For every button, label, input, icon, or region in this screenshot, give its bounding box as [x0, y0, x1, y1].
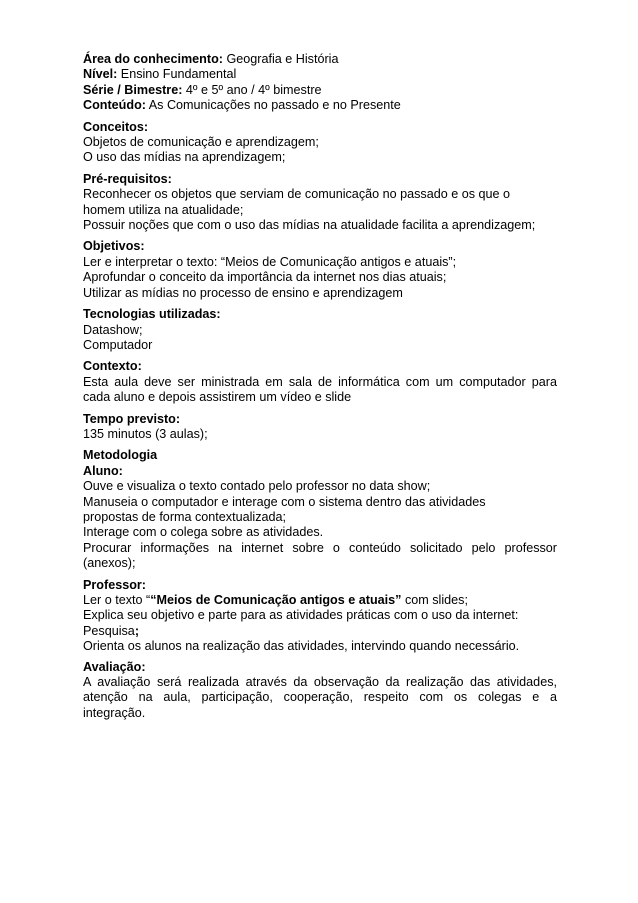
text-line: Utilizar as mídias no processo de ensino e aprendizagem	[83, 285, 403, 300]
section-title: Tempo previsto:	[83, 411, 181, 426]
subsection-title: Aluno:	[83, 463, 123, 478]
text-line: Ler e interpretar o texto: “Meios de Comunicação antigos e atuais”;	[83, 254, 457, 269]
text-line: homem utiliza na atualidade;	[83, 202, 244, 217]
conteudo-line: Conteúdo: As Comunicações no passado e no Presente	[83, 98, 401, 113]
text-line: Objetos de comunicação e aprendizagem;	[83, 135, 319, 150]
text-line: propostas de forma contextualizada;	[83, 509, 287, 524]
text-line: (anexos);	[83, 556, 136, 571]
section-professor	[83, 578, 557, 655]
text-line: Possuir noções que com o uso das mídias na atualidade facilita a aprendizagem;	[83, 218, 536, 233]
section-metodologia	[83, 448, 557, 571]
header-block	[83, 52, 557, 114]
text-line: Ler o texto ““Meios de Comunicação antigos e atuais” com slides;	[83, 593, 468, 607]
section-title: Objetivos:	[83, 239, 145, 254]
section-title: Professor:	[83, 577, 146, 592]
text-line: Computador	[83, 337, 153, 352]
text-line: Manuseia o computador e interage com o sistema dentro das atividades	[83, 494, 486, 509]
text-line: Ouve e visualiza o texto contado pelo professor no data show;	[83, 479, 431, 494]
text-line: Esta aula deve ser ministrada em sala de informática com um computador para	[83, 374, 557, 389]
section-title: Metodologia	[83, 448, 158, 463]
section-contexto	[83, 359, 557, 405]
text-line: O uso das mídias na aprendizagem;	[83, 150, 286, 165]
text-line: integração.	[83, 705, 146, 720]
text-line: 135 minutos (3 aulas);	[83, 426, 208, 441]
section-conceitos	[83, 120, 557, 166]
text-line: atenção na aula, participação, cooperação, respeito com os colegas e a	[83, 690, 557, 705]
text-line: Pesquisa;	[83, 623, 140, 638]
section-prerequisitos	[83, 172, 557, 234]
area-line: Área do conhecimento: Geografia e História	[83, 52, 339, 66]
nivel-line: Nível: Ensino Fundamental	[83, 67, 237, 82]
section-tempo	[83, 412, 557, 443]
section-title: Pré-requisitos:	[83, 171, 172, 186]
text-line: cada aluno e depois assistirem um vídeo e slide	[83, 390, 352, 405]
serie-line: Série / Bimestre: 4º e 5º ano / 4º bimestre	[83, 82, 322, 97]
text-line: Reconhecer os objetos que serviam de comunicação no passado e os que o	[83, 187, 511, 202]
text-line: Procurar informações na internet sobre o conteúdo solicitado pelo professor	[83, 540, 557, 555]
section-objetivos	[83, 239, 557, 301]
text-line: Orienta os alunos na realização das atividades, intervindo quando necessário.	[83, 639, 520, 654]
text-line: Datashow;	[83, 322, 143, 337]
text-line: A avaliação será realizada através da observação da realização das atividades,	[83, 675, 557, 690]
section-title: Avaliação:	[83, 659, 146, 674]
section-title: Tecnologias utilizadas:	[83, 307, 221, 322]
section-avaliacao	[83, 660, 557, 722]
section-title: Contexto:	[83, 359, 142, 374]
text-line: Explica seu objetivo e parte para as atividades práticas com o uso da internet:	[83, 608, 519, 623]
lesson-plan-document	[83, 52, 557, 721]
section-tecnologias	[83, 307, 557, 353]
section-title: Conceitos:	[83, 119, 149, 134]
text-line: Interage com o colega sobre as atividades.	[83, 525, 324, 540]
text-line: Aprofundar o conceito da importância da internet nos dias atuais;	[83, 270, 447, 285]
